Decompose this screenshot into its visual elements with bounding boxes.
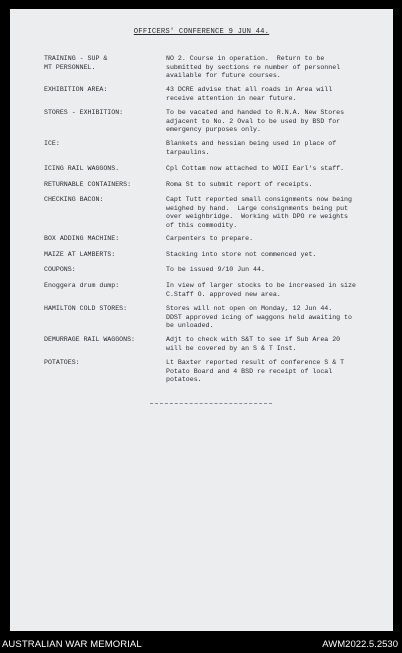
document-sheet: [10, 9, 393, 631]
item-label: COUPONS:: [44, 266, 76, 273]
item-label: Enoggera drum dump:: [44, 282, 120, 289]
item-text: Lt Baxter reported result of conference S & T Potato Board and 4 BSD re receipt of local potatoes.: [166, 359, 345, 384]
footer-accession-number: AWM2022.5.2530: [322, 639, 398, 650]
item-label: BOX ADDING MACHINE:: [44, 235, 120, 242]
item-text: Adjt to check with S&T to see if Sub Area 20 will be covered by an S & T Inst.: [166, 336, 341, 352]
item-text: Stores will not open on Monday, 12 Jun 44. DDST approved icing of waggons held awaiting to be unloaded.: [166, 305, 352, 330]
item-text: Stacking into store not commenced yet.: [166, 251, 317, 258]
item-text: Roma St to submit report of receipts.: [166, 181, 313, 188]
item-label: DEMURRAGE RAIL WAGGONS:: [44, 336, 136, 343]
document-title: [10, 28, 393, 36]
item-text: In view of larger stocks to be increased in size C.Staff O. approved new area.: [166, 282, 356, 298]
item-label: POTATOES:: [44, 359, 80, 366]
item-label: ICE:: [44, 140, 60, 147]
item-label: RETURNABLE CONTAINERS:: [44, 181, 132, 188]
item-label: EXHIBITION AREA:: [44, 86, 108, 93]
item-label: TRAINING - SUP & MT PERSONNEL.: [44, 55, 108, 71]
item-text: To be issued 9/10 Jun 44.: [166, 266, 265, 273]
item-label: ICING RAIL WAGGONS.: [44, 165, 120, 172]
item-text: Blankets and hessian being used in place of tarpaulins.: [166, 140, 337, 156]
item-text: NO 2. Course in operation. Return to be submitted by sections re number of personnel available for future courses.: [166, 55, 341, 80]
end-rule-divider: [150, 403, 272, 404]
item-text: Cpl Cottam now attached to WOII Earl's staff.: [166, 165, 345, 172]
item-text: Carpenters to prepare.: [166, 235, 254, 242]
item-label: MAIZE AT LAMBERTS:: [44, 251, 116, 258]
item-text: Capt Tutt reported small consignments now being weighed by hand. Large consignments being put over weighbridge. Working with DPO re weights of this commodity.: [166, 196, 352, 229]
document-title-text: OFFICERS' CONFERENCE 9 JUN 44.: [133, 28, 270, 36]
footer-source-label: AUSTRALIAN WAR MEMORIAL: [2, 639, 142, 650]
item-label: CHECKING BACON:: [44, 196, 104, 203]
item-text: To be vacated and handed to R.N.A. New Stores adjacent to No. 2 Oval to be used by BSD for emergency purposes only.: [166, 109, 345, 134]
item-label: STORES - EXHIBITION:: [44, 109, 124, 116]
item-label: HAMILTON COLD STORES:: [44, 305, 128, 312]
footer-bar: [0, 636, 402, 653]
item-text: 43 DCRE advise that all roads in Area will receive attention in near future.: [166, 86, 333, 102]
